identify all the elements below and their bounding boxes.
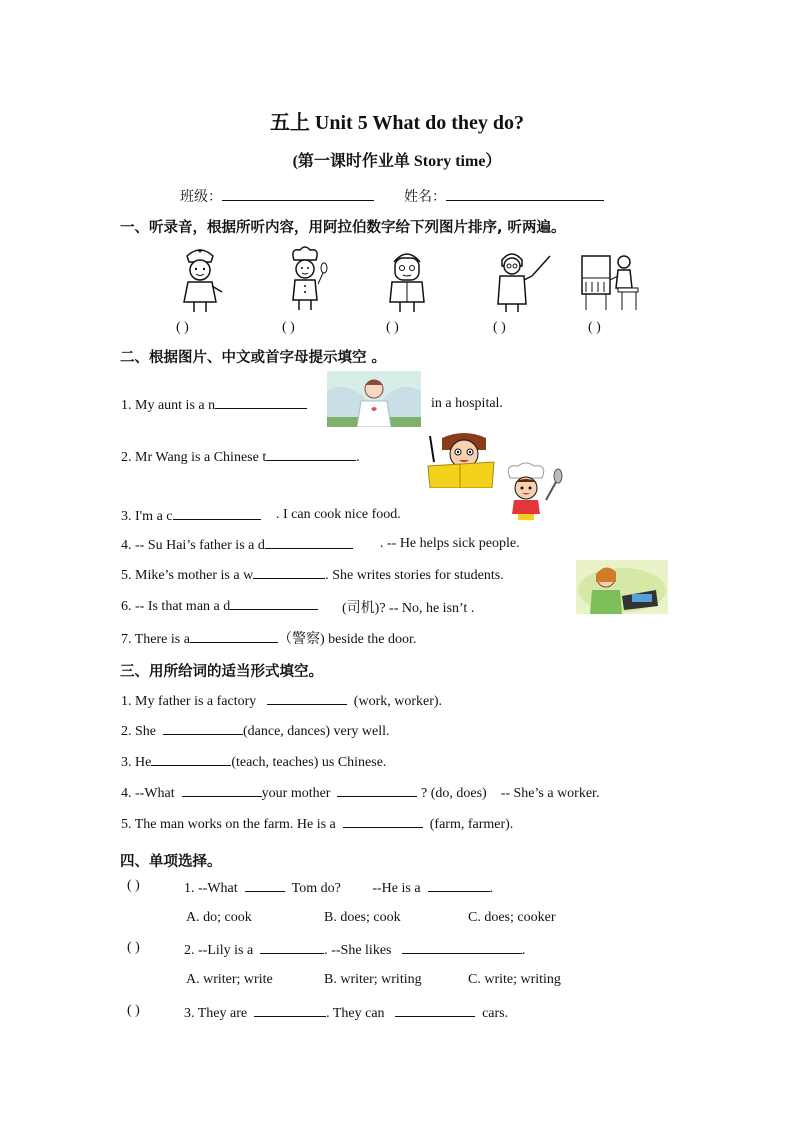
s3-q4-answer: -- She’s a worker. [500,786,600,801]
s4-q3-text: 3. They are [184,1006,248,1021]
s3-question-2 [121,722,390,740]
s3-question-5 [121,815,513,833]
section1-heading: 一、听录音，根据所听内容，用阿拉伯数字给下列图片排序, 听两遍。 [120,220,566,236]
s2-question-5 [121,566,504,584]
s2-q1-text: 1. My aunt is a n [121,398,216,413]
s2-question-6 [121,597,318,615]
s2-q5-tail: . She writes stories for students. [325,568,504,583]
section2-heading: 二、根据图片、中文或首字母提示填空 。 [120,350,387,366]
cook-icon [280,244,330,314]
name-blank[interactable] [446,188,604,201]
s4-question-2 [184,941,525,959]
s3-question-3 [121,753,386,771]
s4-q2-option-a[interactable]: A. writer; write [186,972,273,987]
s2-q6-tail: (司机)? -- No, he isn’t . [342,601,475,616]
s4-q1-option-c[interactable]: C. does; cooker [468,910,556,925]
name-field [404,186,604,206]
answer-bracket-2[interactable]: ( ) [282,320,295,335]
answer-bracket-3[interactable]: ( ) [386,320,399,335]
s4-q1-option-a[interactable]: A. do; cook [186,910,252,925]
s3-q3-blank[interactable] [151,753,231,766]
s2-q2-blank[interactable] [266,448,356,461]
teacher-book-icon [424,432,496,488]
s3-q4-hint: ? (do, does) [420,786,487,801]
s4-q1-mid: Tom do? [291,881,341,896]
s3-q4-mid: your mother [261,786,331,801]
s4-q1-option-b[interactable]: B. does; cook [324,910,401,925]
class-label: 班级： [180,189,222,205]
page-title: 五上 Unit 5 What do they do? [269,112,525,134]
s4-q1-blank-1[interactable] [245,879,285,892]
class-blank[interactable] [222,188,374,201]
s4-q3-mid: . They can [326,1006,385,1021]
s3-q1-blank[interactable] [267,692,347,705]
s3-q1-tail: (work, worker). [353,694,443,709]
s2-q2-text: 2. Mr Wang is a Chinese t [121,450,267,465]
s3-question-1 [121,692,442,710]
s4-q3-blank-2[interactable] [395,1004,475,1017]
s3-q4-text: 4. --What [121,786,175,801]
s2-question-2 [121,448,360,466]
s3-q1-text: 1. My father is a factory [121,694,257,709]
s4-q1-bracket[interactable]: ( ) [127,878,140,893]
s4-q2-blank-1[interactable] [260,941,324,954]
chef-icon [498,462,580,520]
answer-bracket-1[interactable]: ( ) [176,320,189,335]
s2-question-4 [121,536,353,554]
s2-q1-tail: in a hospital. [431,396,503,411]
s4-q2-mid: . --She likes [324,943,392,958]
s2-q7-text: 7. There is a [121,632,190,647]
s3-q5-text: 5. The man works on the farm. He is a [121,817,336,832]
s2-q3-tail: . I can cook nice food. [276,507,401,522]
s4-q3-end: cars. [482,1006,509,1021]
s2-question-3 [121,507,261,525]
s2-q2-tail: . [356,450,360,465]
s3-q5-tail: (farm, farmer). [429,817,514,832]
boy-icon [382,244,432,314]
s4-question-1 [184,879,493,897]
answer-bracket-5[interactable]: ( ) [588,320,601,335]
s2-q7-tail: （警察) beside the door. [277,632,417,647]
s4-q2-bracket[interactable]: ( ) [127,940,140,955]
name-label: 姓名： [404,189,446,205]
class-field [180,186,374,206]
nurse-photo-icon [327,371,421,427]
s4-q3-bracket[interactable]: ( ) [127,1003,140,1018]
s4-q1-end: . [489,881,494,896]
s2-q7-blank[interactable] [190,630,278,643]
answer-bracket-4[interactable]: ( ) [493,320,506,335]
s4-q2-option-c[interactable]: C. write; writing [468,972,561,987]
s3-q4-blank-2[interactable] [337,784,417,797]
s2-q3-text: 3. I'm a c [121,509,173,524]
s2-q5-blank[interactable] [253,566,325,579]
s4-q2-end: . [521,943,526,958]
s2-q6-blank[interactable] [230,597,318,610]
teacher-icon [490,244,552,314]
s2-q6-text: 6. -- Is that man a d [121,599,231,614]
s4-q3-blank-1[interactable] [254,1004,326,1017]
s3-q2-blank[interactable] [163,722,243,735]
s3-q2-tail: (dance, dances) very well. [243,724,390,739]
s2-q3-blank[interactable] [173,507,261,520]
s2-question-7 [121,628,416,648]
s4-q2-blank-2[interactable] [402,941,522,954]
s2-q4-text: 4. -- Su Hai’s father is a d [121,538,265,553]
s3-q5-blank[interactable] [343,815,423,828]
writer-icon [576,560,668,614]
s4-q1-blank-2[interactable] [428,879,490,892]
s4-question-3 [184,1004,508,1022]
s2-question-1 [121,396,307,414]
s4-q1-text: 1. --What [184,881,238,896]
nurse-icon [170,242,230,314]
s4-q1-reply: --He is a [372,881,421,896]
page-subtitle: (第一课时作业单 Story time） [292,153,502,170]
s2-q4-blank[interactable] [265,536,353,549]
s4-q2-text: 2. --Lily is a [184,943,254,958]
section3-heading: 三、用所给词的适当形式填空。 [120,664,323,680]
s3-q2-text: 2. She [121,724,156,739]
s3-question-4 [121,784,599,802]
section4-heading: 四、单项选择。 [120,854,222,870]
s2-q1-blank[interactable] [215,396,307,409]
s3-q3-text: 3. He [121,755,152,770]
s4-q2-option-b[interactable]: B. writer; writing [324,972,422,987]
s2-q5-text: 5. Mike’s mother is a w [121,568,254,583]
s3-q3-tail: (teach, teaches) us Chinese. [231,755,387,770]
pianist-icon [580,248,644,314]
s2-q4-tail: . -- He helps sick people. [380,536,520,551]
s3-q4-blank-1[interactable] [182,784,262,797]
